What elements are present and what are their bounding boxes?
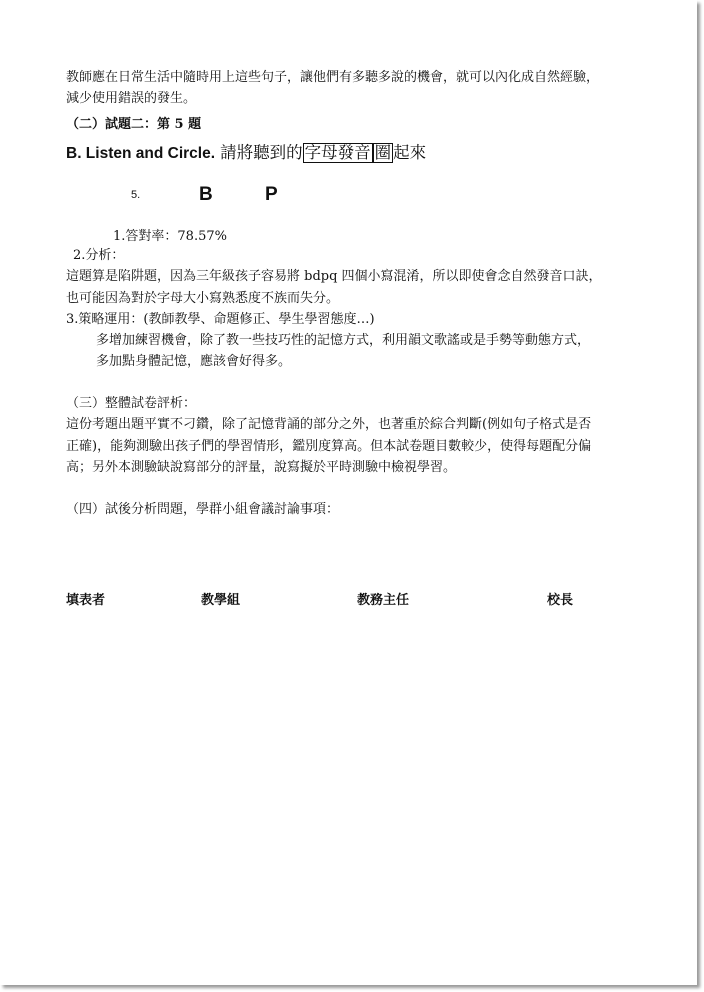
section-3-line-3: 高；另外本測驗缺說寫部分的評量，說寫擬於平時測驗中檢視學習。 [66, 460, 457, 475]
question-chinese-before: 請將聽到的 [220, 144, 303, 162]
option-b: B [199, 184, 213, 205]
accuracy-rate: 1.答對率：78.57% [113, 229, 227, 244]
section-3-line-1: 這份考題出題平實不刁鑽，除了記憶背誦的部分之外，也著重於綜合判斷(例如句子格式是否 [66, 417, 592, 432]
analysis-title: 2.分析： [73, 248, 125, 263]
signature-teaching-section: 教學組 [201, 593, 241, 608]
signature-principal: 校長 [547, 593, 574, 608]
strategy-line-1: 多增加練習機會，除了教一些技巧性的記憶方式，利用韻文歌謠或是手勢等動態方式， [96, 333, 591, 348]
question-line [66, 139, 426, 163]
intro-line-1: 教師應在日常生活中隨時用上這些句子，讓他們有多聽多說的機會，就可以內化成自然經驗， [66, 70, 600, 85]
question-chinese-after: 起來 [393, 144, 427, 162]
section-4-heading: （四）試後分析問題，學群小組會議討論事項： [66, 502, 340, 517]
intro-line-2: 減少使用錯誤的發生。 [66, 91, 197, 106]
section-2-heading: （二）試題二：第 5 題 [66, 117, 202, 132]
strategy-title: 3.策略運用：(教師教學、命題修正、學生學習態度…) [66, 312, 375, 327]
strategy-line-2: 多加點身體記憶，應該會好得多。 [96, 354, 292, 369]
item-number: 5. [131, 189, 141, 201]
question-english: B. Listen and Circle. [66, 145, 216, 162]
question-boxed-circle: 圈 [374, 144, 392, 162]
signature-filler: 填表者 [66, 593, 106, 608]
question-boxed-phonics: 字母發音 [304, 144, 371, 162]
section-3-heading: （三）整體試卷評析： [66, 396, 197, 411]
signature-academic-director: 教務主任 [357, 593, 410, 608]
option-p: P [265, 184, 278, 205]
section-3-line-2: 正確)，能夠測驗出孩子們的學習情形，鑑別度算高。但本試卷題目數較少，使得每題配分偏 [66, 439, 592, 454]
analysis-line-2: 也可能因為對於字母大小寫熟悉度不族而失分。 [66, 291, 340, 306]
analysis-line-1: 這題算是陷阱題，因為三年級孩子容易將 bdpq 四個小寫混淆，所以即使會念自然發音口訣， [66, 269, 602, 284]
